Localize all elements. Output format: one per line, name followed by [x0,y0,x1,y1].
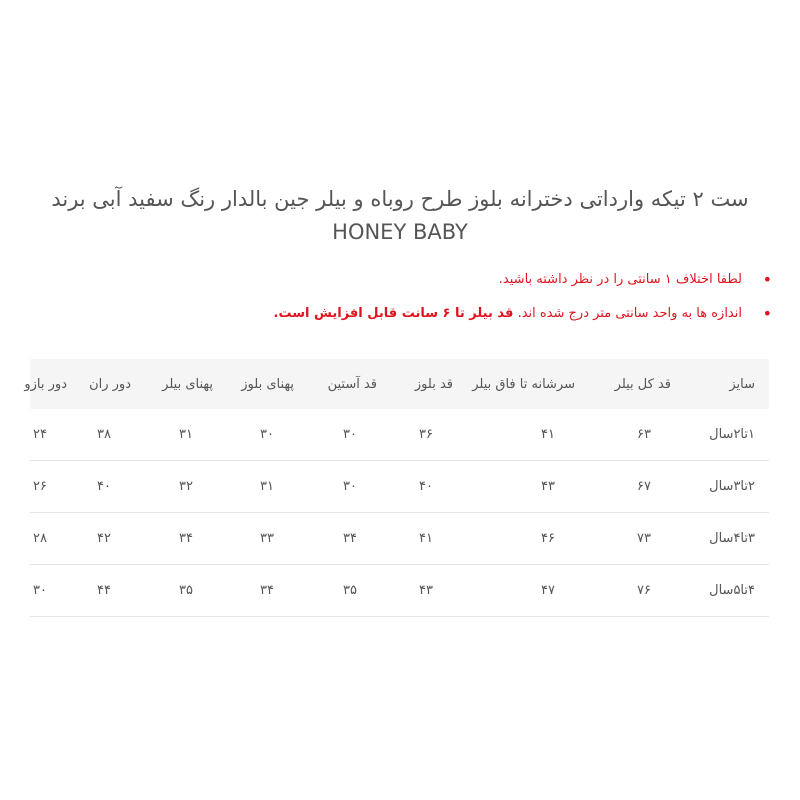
cell-sleeve-length: ۳۰ [308,461,391,513]
cell-thigh: ۴۴ [81,565,145,617]
table-row [30,461,769,513]
size-table [24,359,769,617]
header-blouse-length: قد بلوز [391,359,467,409]
table-row [30,513,769,565]
note-bold-text: قد بیلر تا ۶ سانت قابل افزایش است. [273,306,514,321]
cell-blouse-length: ۴۰ [391,461,467,513]
header-arm: دور بازو [30,359,81,409]
header-bib-width: پهنای بیلر [145,359,227,409]
cell-arm: ۳۰ [30,565,81,617]
cell-bib-width: ۳۵ [145,565,227,617]
header-blouse-width: پهنای بلوز [227,359,308,409]
cell-bib-length: ۶۳ [589,409,685,461]
table-row [30,565,769,617]
product-title-text: ست ۲ تیکه وارداتی دخترانه بلوز طرح روباه و بیلر جین بالدار رنگ سفید آبی برند [51,187,749,211]
cell-sleeve-length: ۳۵ [308,565,391,617]
cell-blouse-width: ۳۱ [227,461,308,513]
cell-bib-length: ۶۷ [589,461,685,513]
cell-shoulder-to-crotch: ۴۳ [467,461,589,513]
cell-blouse-width: ۳۰ [227,409,308,461]
table-row [30,409,769,461]
cell-blouse-width: ۳۴ [227,565,308,617]
cell-size: ۳تا۴سال [685,513,769,565]
cell-size: ۱تا۲سال [685,409,769,461]
cell-thigh: ۳۸ [81,409,145,461]
note-item [30,270,772,290]
cell-bib-width: ۳۴ [145,513,227,565]
cell-blouse-length: ۴۳ [391,565,467,617]
cell-blouse-width: ۳۳ [227,513,308,565]
notes-list [30,270,772,338]
cell-arm: ۲۸ [30,513,81,565]
cell-bib-length: ۷۳ [589,513,685,565]
cell-bib-length: ۷۶ [589,565,685,617]
cell-bib-width: ۳۱ [145,409,227,461]
cell-shoulder-to-crotch: ۴۱ [467,409,589,461]
table-header-row [30,359,769,409]
cell-blouse-length: ۴۱ [391,513,467,565]
cell-thigh: ۴۰ [81,461,145,513]
cell-shoulder-to-crotch: ۴۷ [467,565,589,617]
cell-size: ۴تا۵سال [685,565,769,617]
note-text: لطفا اختلاف ۱ سانتی را در نظر داشته باشید. [498,272,742,287]
cell-bib-width: ۳۲ [145,461,227,513]
note-item [30,304,772,324]
cell-size: ۲تا۳سال [685,461,769,513]
header-bib-length: قد کل بیلر [589,359,685,409]
bullet-icon: • [762,304,772,323]
cell-sleeve-length: ۳۰ [308,409,391,461]
header-shoulder-to-crotch: سرشانه تا فاق بیلر [467,359,589,409]
cell-arm: ۲۴ [30,409,81,461]
note-text: اندازه ها به واحد سانتی متر درج شده اند. [517,306,742,321]
brand-name: HONEY BABY [332,220,468,244]
header-size: سایز [685,359,769,409]
cell-thigh: ۴۲ [81,513,145,565]
cell-sleeve-length: ۳۴ [308,513,391,565]
bullet-icon: • [762,270,772,289]
header-thigh: دور ران [81,359,145,409]
product-title [30,183,770,249]
cell-blouse-length: ۳۶ [391,409,467,461]
header-sleeve-length: قد آستین [308,359,391,409]
cell-arm: ۲۶ [30,461,81,513]
cell-shoulder-to-crotch: ۴۶ [467,513,589,565]
